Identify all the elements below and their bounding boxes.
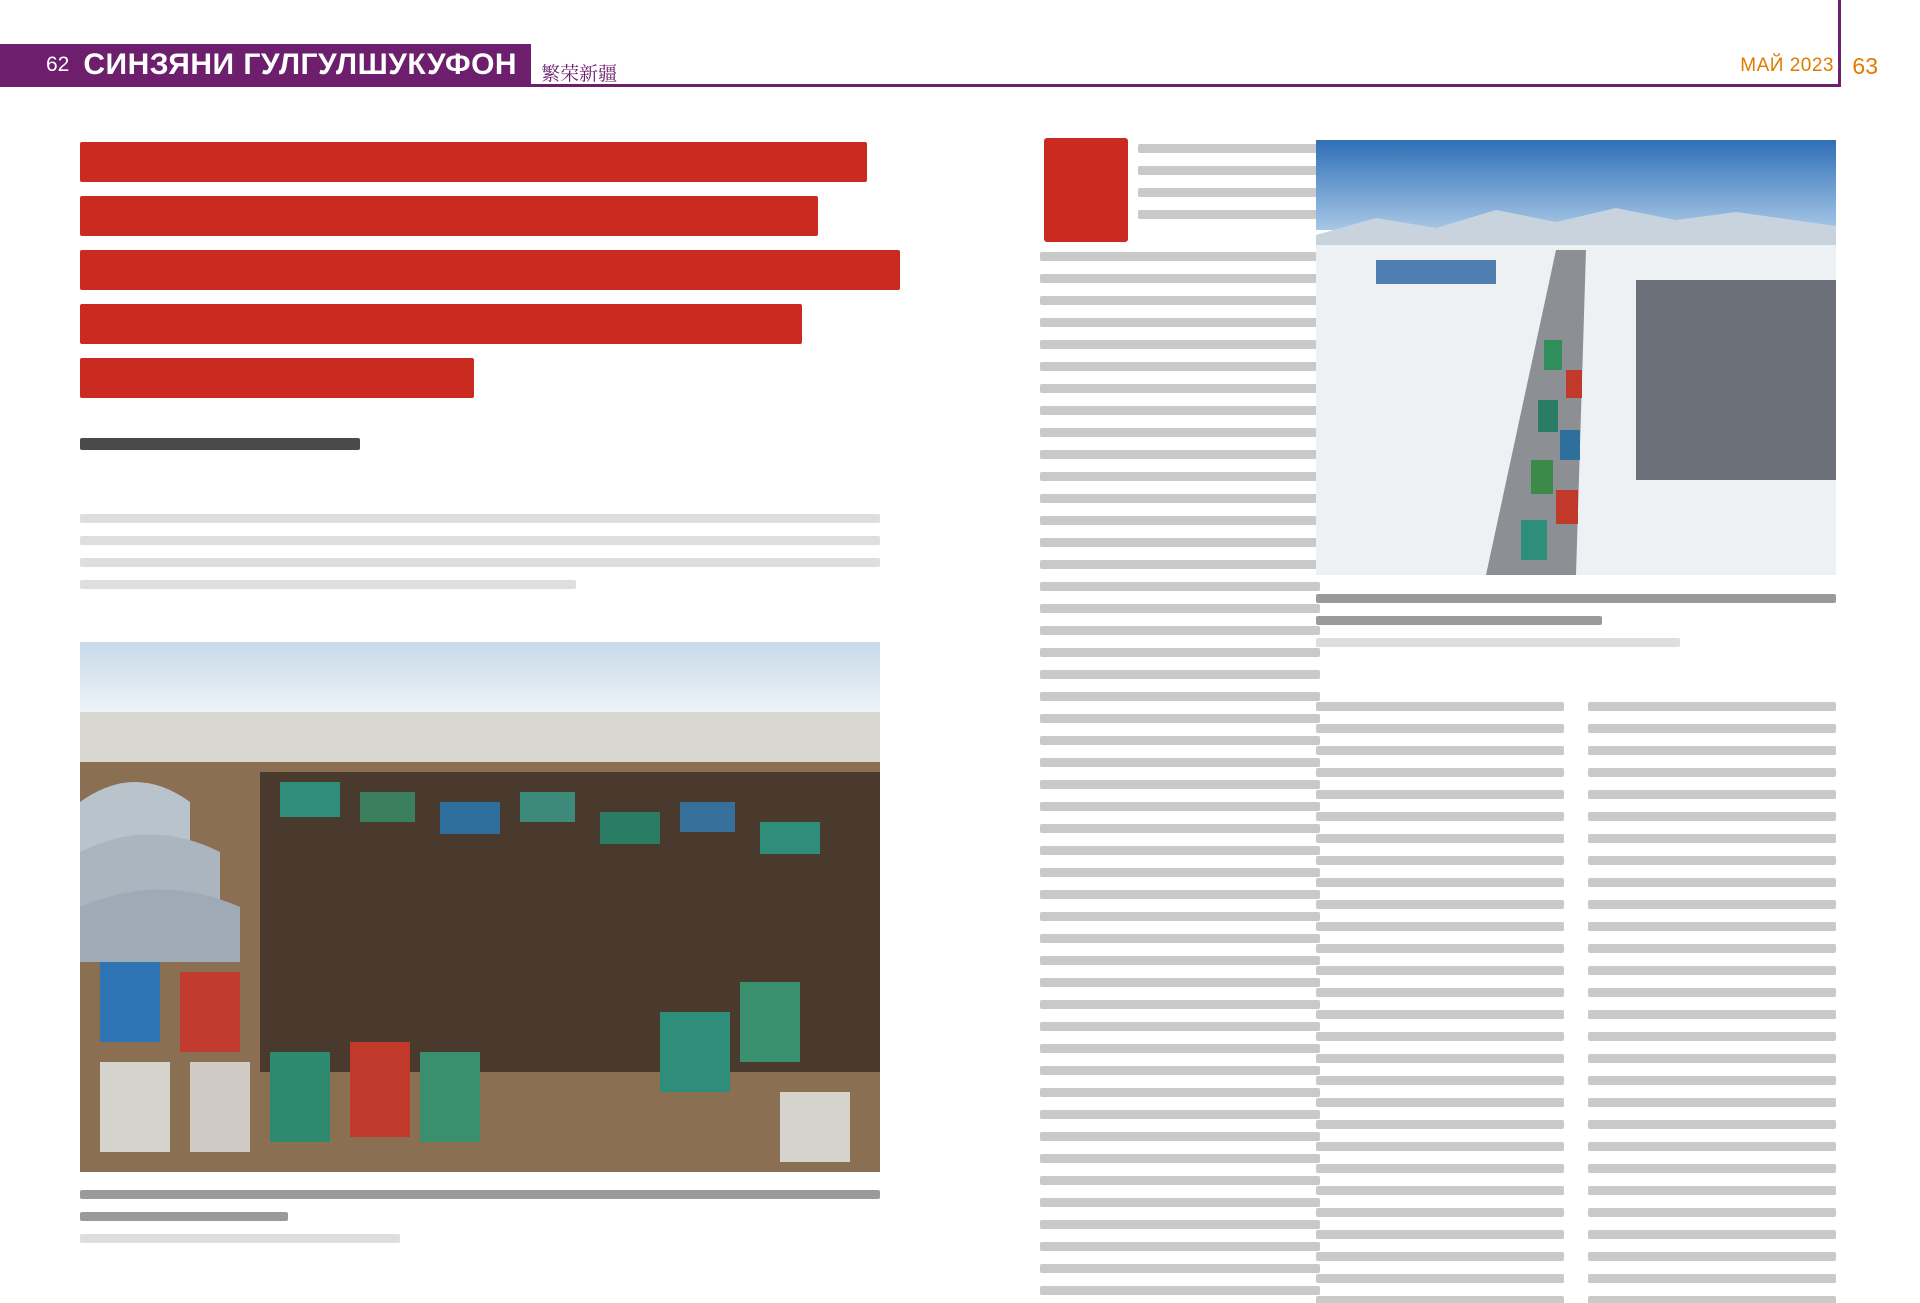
- header-rule-right: [960, 84, 1840, 87]
- dropcap-placeholder: [1044, 138, 1128, 242]
- headline-line: [80, 196, 818, 236]
- headline-line: [80, 250, 900, 290]
- lead-column-top: [1138, 144, 1320, 232]
- article-headline: [80, 142, 900, 412]
- page-number-left: 62: [46, 53, 70, 76]
- truck-queue-icon: [1316, 140, 1836, 575]
- road-photo-caption: [1316, 594, 1836, 660]
- body-column-3: [1588, 702, 1836, 1303]
- page-header-left: [0, 44, 617, 86]
- headline-line: [80, 304, 802, 344]
- intro-cn: [80, 514, 880, 602]
- headline-line: [80, 358, 474, 398]
- page-corner-frame: [1838, 0, 1920, 87]
- page-number-right: 63: [1852, 53, 1878, 79]
- series-title-cn: 繁荣新疆: [541, 62, 618, 85]
- headline-line: [80, 142, 867, 182]
- market-crowd-icon: [80, 642, 880, 1172]
- market-photo: [80, 642, 880, 1172]
- series-title: СИНЗЯНИ ГУЛГУЛШУКУФОН: [83, 48, 518, 81]
- body-column-2: [1316, 702, 1564, 1303]
- header-rule-left: [0, 84, 960, 87]
- market-photo-caption: [80, 1190, 880, 1256]
- issue-date: МАЙ 2023: [1740, 55, 1834, 76]
- road-photo: [1316, 140, 1836, 575]
- lead-column: [1040, 252, 1320, 1303]
- series-banner: [0, 44, 531, 86]
- headline-subtitle-cn: [80, 438, 360, 463]
